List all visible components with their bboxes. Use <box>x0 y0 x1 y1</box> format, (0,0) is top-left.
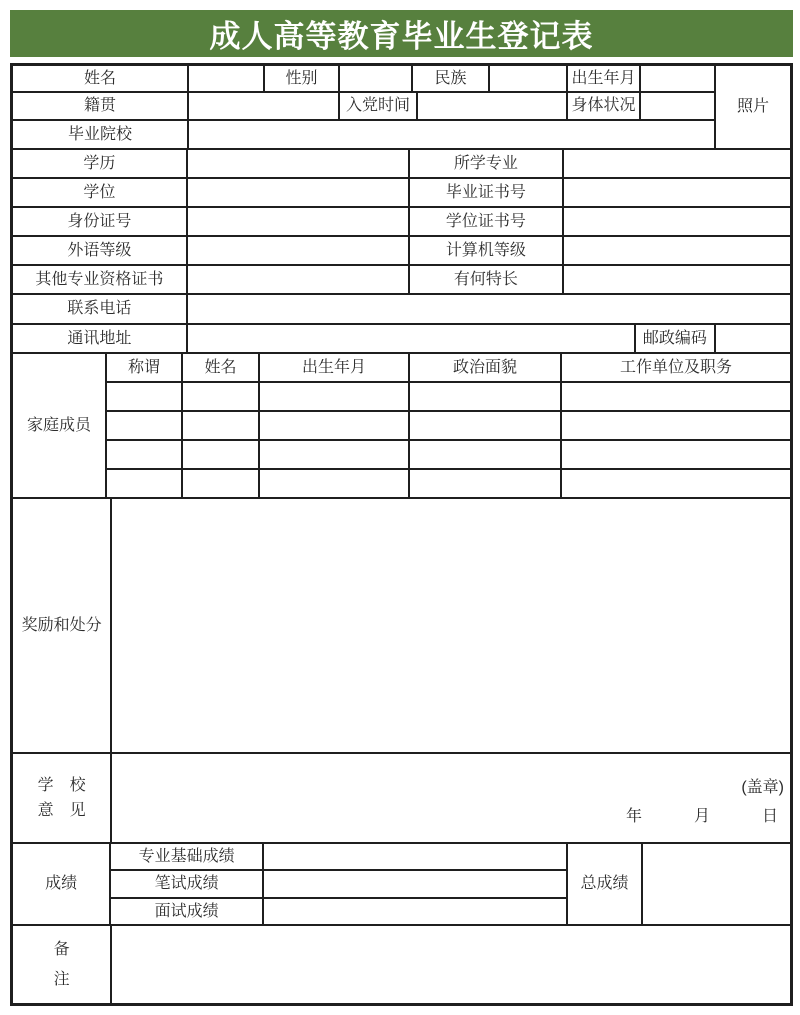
photo-label: 照片 <box>736 98 769 116</box>
remarks-label <box>13 926 112 1003</box>
form-title: 成人高等教育毕业生登记表 <box>10 10 793 57</box>
degree-label: 学位 <box>13 179 188 208</box>
written-test-score-field[interactable] <box>264 871 568 899</box>
native-place-field[interactable] <box>189 93 340 121</box>
graduation-school-label: 毕业院校 <box>13 121 189 150</box>
mailing-address-label: 通讯地址 <box>13 325 188 354</box>
row-native-place <box>13 93 716 121</box>
graduation-school-field[interactable] <box>189 121 716 150</box>
family-birth-date-field[interactable] <box>260 412 410 441</box>
ethnicity-field[interactable] <box>490 66 568 93</box>
row-degree <box>13 179 790 208</box>
family-relation-field[interactable] <box>107 470 183 499</box>
date-line <box>626 807 778 826</box>
photo-cell <box>716 66 790 150</box>
family-political-status-field[interactable] <box>410 383 562 412</box>
family-work-unit-field[interactable] <box>562 441 790 470</box>
family-section-label: 家庭成员 <box>13 354 107 499</box>
family-row <box>107 383 790 412</box>
family-relation-field[interactable] <box>107 412 183 441</box>
top-left-rows <box>13 66 716 150</box>
interview-score-field[interactable] <box>264 899 568 926</box>
family-row <box>107 412 790 441</box>
foreign-language-level-field[interactable] <box>188 237 410 266</box>
score-row <box>111 844 568 871</box>
education-level-label: 学历 <box>13 150 188 179</box>
school-opinion-field[interactable] <box>112 754 790 844</box>
day-label: 日 <box>761 808 778 825</box>
name-label: 姓名 <box>13 66 189 93</box>
family-relation-field[interactable] <box>107 383 183 412</box>
interview-score-label: 面试成绩 <box>111 899 264 926</box>
school-opinion-section <box>13 754 790 844</box>
family-birth-date-field[interactable] <box>260 441 410 470</box>
family-political-status-field[interactable] <box>410 412 562 441</box>
education-level-field[interactable] <box>188 150 410 179</box>
other-certificates-label: 其他专业资格证书 <box>13 266 188 295</box>
total-score-field[interactable] <box>643 844 790 926</box>
family-name-field[interactable] <box>183 470 260 499</box>
school-opinion-label <box>13 754 112 844</box>
major-label: 所学专业 <box>410 150 564 179</box>
native-place-label: 籍贯 <box>13 93 189 121</box>
row-language-level <box>13 237 790 266</box>
gender-label: 性别 <box>265 66 340 93</box>
family-birth-date-field[interactable] <box>260 383 410 412</box>
id-number-label: 身份证号 <box>13 208 188 237</box>
scores-rows <box>111 844 568 926</box>
party-join-date-label: 入党时间 <box>340 93 418 121</box>
score-row <box>111 871 568 899</box>
family-name-field[interactable] <box>183 441 260 470</box>
family-header-work-unit: 工作单位及职务 <box>562 354 790 383</box>
family-row <box>107 470 790 499</box>
registration-form <box>10 63 793 1006</box>
family-political-status-field[interactable] <box>410 470 562 499</box>
ethnicity-label: 民族 <box>413 66 490 93</box>
professional-basis-score-field[interactable] <box>264 844 568 871</box>
written-test-score-label: 笔试成绩 <box>111 871 264 899</box>
party-join-date-field[interactable] <box>418 93 568 121</box>
score-row <box>111 899 568 926</box>
family-name-field[interactable] <box>183 412 260 441</box>
diploma-number-field[interactable] <box>564 179 790 208</box>
health-status-field[interactable] <box>641 93 716 121</box>
contact-phone-label: 联系电话 <box>13 295 188 325</box>
seal-label: (盖章) <box>741 779 784 796</box>
other-certificates-field[interactable] <box>188 266 410 295</box>
year-label: 年 <box>625 808 642 825</box>
family-work-unit-field[interactable] <box>562 470 790 499</box>
birth-date-field[interactable] <box>641 66 716 93</box>
family-birth-date-field[interactable] <box>260 470 410 499</box>
family-header-birth-date: 出生年月 <box>260 354 410 383</box>
id-number-field[interactable] <box>188 208 410 237</box>
family-section <box>13 354 790 499</box>
postal-code-label: 邮政编码 <box>636 325 715 354</box>
row-name <box>13 66 716 93</box>
family-political-status-field[interactable] <box>410 441 562 470</box>
family-header-row <box>107 354 790 383</box>
contact-phone-field[interactable] <box>188 295 790 325</box>
family-name-field[interactable] <box>183 383 260 412</box>
family-work-unit-field[interactable] <box>562 412 790 441</box>
family-header-political-status: 政治面貌 <box>410 354 562 383</box>
remarks-label-line2: 注 <box>53 970 70 988</box>
family-row <box>107 441 790 470</box>
postal-code-field[interactable] <box>716 325 790 354</box>
degree-cert-number-field[interactable] <box>564 208 790 237</box>
row-contact-phone <box>13 295 790 325</box>
awards-field[interactable] <box>112 499 790 754</box>
row-mailing-address <box>13 325 790 354</box>
scores-section-label: 成绩 <box>13 844 111 926</box>
family-header-name: 姓名 <box>183 354 260 383</box>
computer-level-label: 计算机等级 <box>410 237 564 266</box>
family-header-relation: 称谓 <box>107 354 183 383</box>
total-score-label: 总成绩 <box>568 844 643 926</box>
family-work-unit-field[interactable] <box>562 383 790 412</box>
major-field[interactable] <box>564 150 790 179</box>
foreign-language-level-label: 外语等级 <box>13 237 188 266</box>
mailing-address-field[interactable] <box>188 325 637 354</box>
school-opinion-label-line1: 学 校 <box>37 776 86 794</box>
row-certificates <box>13 266 790 295</box>
remarks-label-line1: 备 <box>53 941 70 959</box>
health-status-label: 身体状况 <box>568 93 641 121</box>
month-label: 月 <box>693 808 710 825</box>
diploma-number-label: 毕业证书号 <box>410 179 564 208</box>
degree-cert-number-label: 学位证书号 <box>410 208 564 237</box>
special-skills-label: 有何特长 <box>410 266 564 295</box>
computer-level-field[interactable] <box>564 237 790 266</box>
professional-basis-score-label: 专业基础成绩 <box>111 844 264 871</box>
gender-field[interactable] <box>340 66 413 93</box>
remarks-field[interactable] <box>112 926 790 1003</box>
awards-section <box>13 499 790 754</box>
degree-field[interactable] <box>188 179 410 208</box>
row-education <box>13 150 790 179</box>
family-relation-field[interactable] <box>107 441 183 470</box>
special-skills-field[interactable] <box>564 266 790 295</box>
birth-date-label: 出生年月 <box>568 66 641 93</box>
row-id-number <box>13 208 790 237</box>
name-field[interactable] <box>189 66 265 93</box>
family-table <box>107 354 790 499</box>
school-opinion-label-line2: 意 见 <box>37 802 86 819</box>
remarks-section <box>13 926 790 1003</box>
awards-section-label: 奖励和处分 <box>13 499 112 754</box>
row-graduation-school <box>13 121 716 150</box>
scores-section <box>13 844 790 926</box>
top-section <box>13 66 790 150</box>
